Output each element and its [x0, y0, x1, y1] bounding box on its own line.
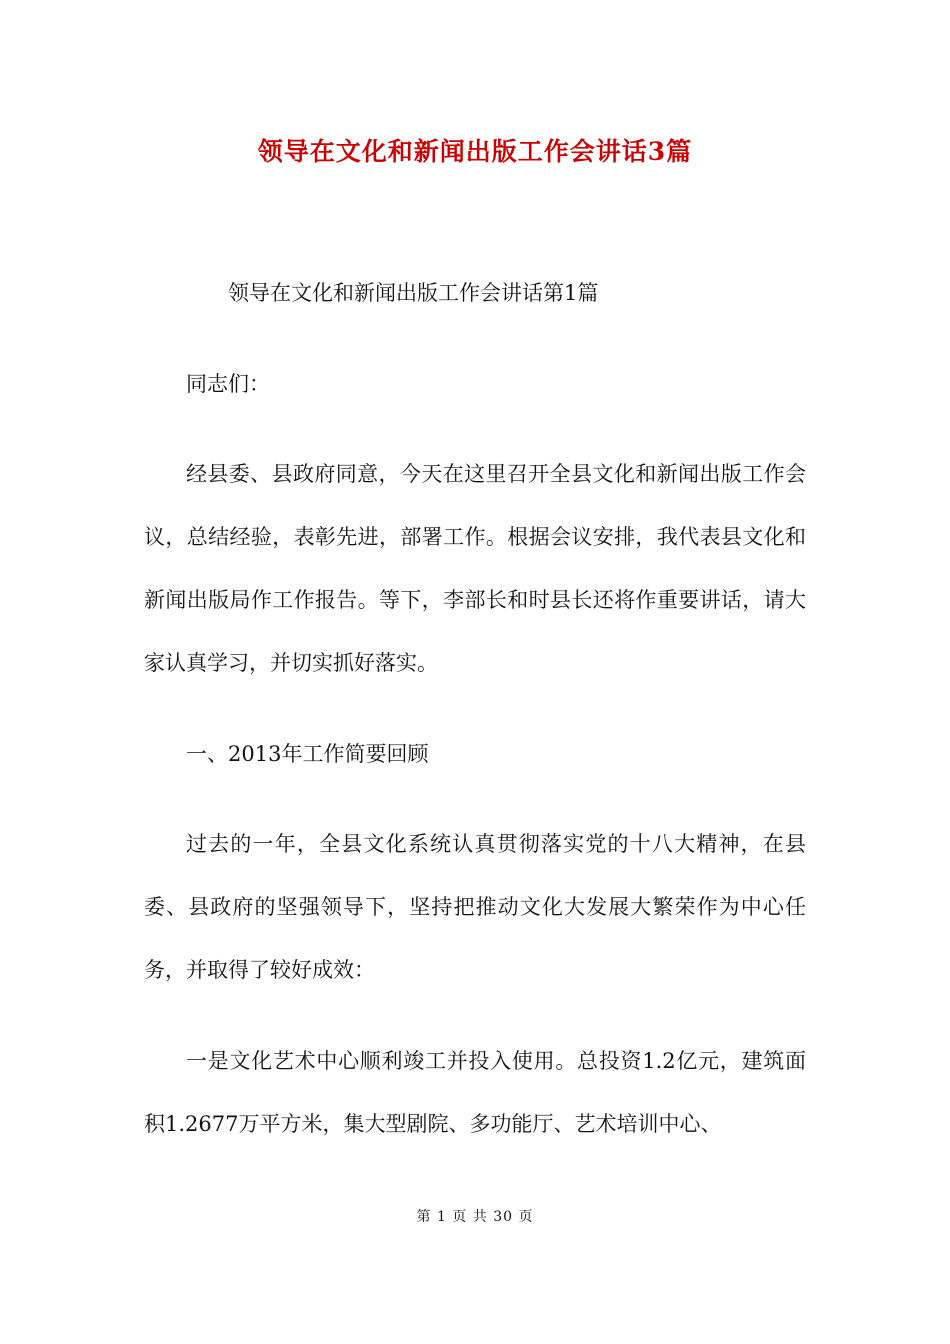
- section-heading: 一、2013年工作简要回顾: [186, 741, 429, 766]
- paragraph: 过去的一年，全县文化系统认真贯彻落实党的十八大精神，在县委、县政府的坚强领导下，坚持把推动文化大发展大繁荣作为中心任务，并取得了较好成效：: [144, 832, 806, 982]
- document-body: [144, 262, 806, 1156]
- page-number: 第 1 页 共 30 页: [416, 1209, 534, 1225]
- document-title: 领导在文化和新闻出版工作会讲话3篇: [257, 137, 693, 166]
- salutation: 同志们：: [186, 371, 270, 396]
- section-title: 领导在文化和新闻出版工作会讲话第1篇: [228, 281, 599, 305]
- paragraph: 经县委、县政府同意，今天在这里召开全县文化和新闻出版工作会议，总结经验，表彰先进，部署工作。根据会议安排，我代表县文化和新闻出版局作工作报告。等下，李部长和时县长还将作重要讲话，请大家认真学习，并切实抓好落实。: [144, 462, 806, 675]
- paragraph: 一是文化艺术中心顺利竣工并投入使用。总投资1.2亿元，建筑面积1.2677万平方米，集大型剧院、多功能厅、艺术培训中心、: [144, 1048, 806, 1136]
